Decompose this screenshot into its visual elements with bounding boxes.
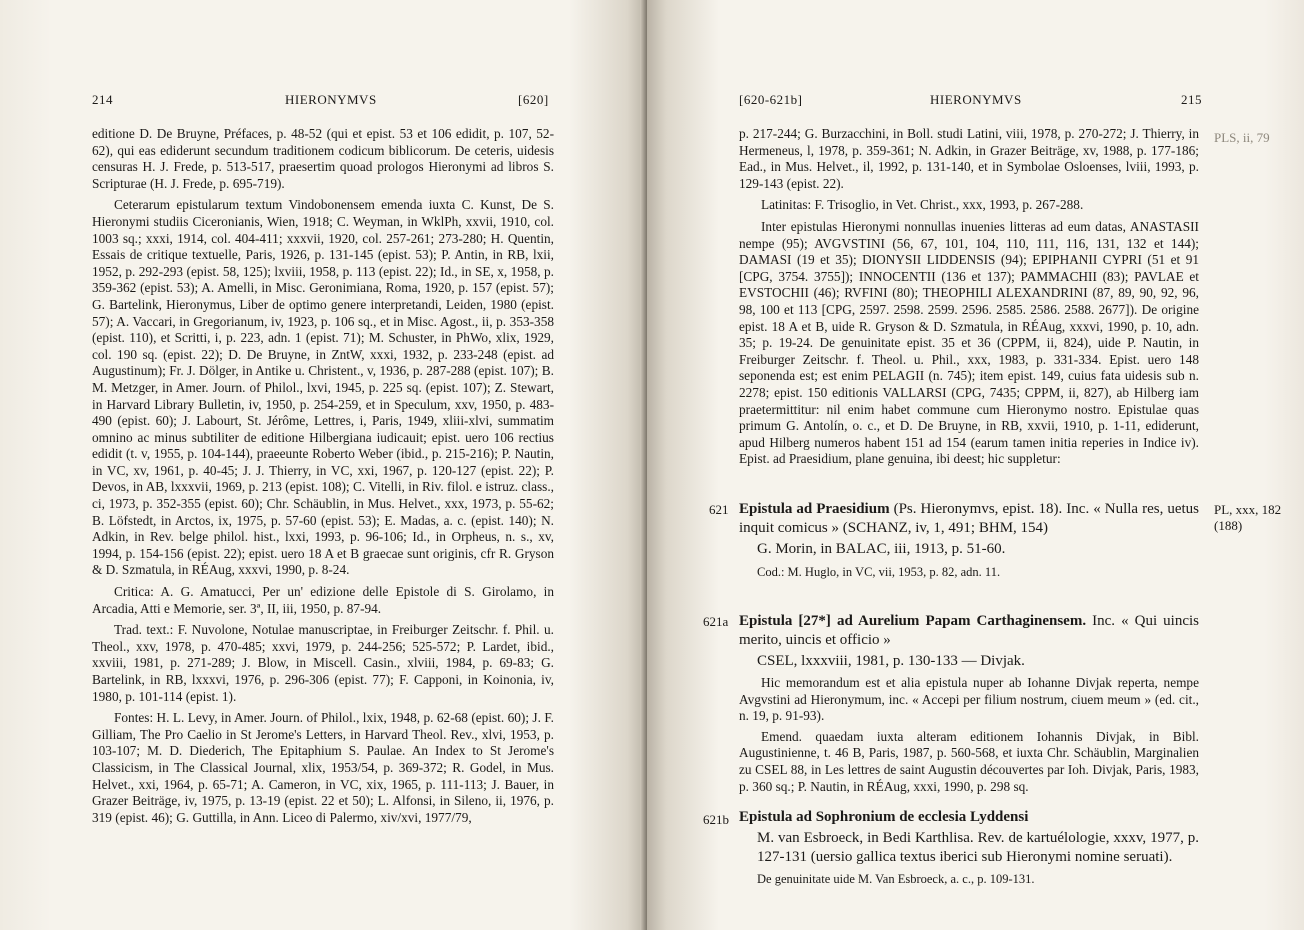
entry-621b-edition: M. van Esbroeck, in Bedi Karthlisa. Rev. de kartuélologie, xxxv, 1977, p. 127-131 (uersio gallica textus iberici sub Hieronymi nomine seruati). <box>757 830 1199 865</box>
entry-621a-emend: Emend. quaedam iuxta alteram editionem Iohannis Divjak, in Bibl. Augustinienne, t. 46 B, Paris, 1987, p. 560-568, et iuxta Chr. Schäublin, Marginalien zu CSEL 88, in Les lettres de saint Augustin découvertes par Ioh. Divjak, Paris, 1983, p. 360 sq.; P. Nautin, in RÉAug, xxxi, 1990, p. 298 sq. <box>739 728 1199 794</box>
right-margin-note: PLS, ii, 79 <box>1214 130 1270 145</box>
left-para-1: editione D. De Bruyne, Préfaces, p. 48-52 (qui et epist. 53 et 106 edidit, p. 107, 52-62), qui eas ediderunt secundum traditionem codicum biblicorum. De ceteris, uidesis censuras H. J. Frede, p. 513-517, praesertim quoad prologos Hieronymi ad libros S. Scripturae (H. J. Frede, p. 695-719). <box>92 126 554 191</box>
left-para-fontes: Fontes: H. L. Levy, in Amer. Journ. of Philol., lxix, 1948, p. 62-68 (epist. 60); J. F. Gilliam, The Pro Caelio in St Jerome's Letters, in Harvard Theol. Rev., xlvi, 1953, p. 103-107; M. D. Diederich, The Epitaphium S. Paulae. An Index to St Jerome's Classicism, in The Classical Journal, xlix, 1953/54, p. 369-372; R. Godel, in Mus. Helvet., xxi, 1964, p. 65-71; A. Cameron, in VC, xix, 1965, p. 111-113; J. Bauer, in Grazer Beiträge, iv, 1975, p. 13-19 (epist. 22 et 50); L. Alfonsi, in Sileno, ii, 1976, p. 319 (epist. 46); G. Guttilla, in Ann. Liceo di Palermo, xiv/xvi, 1977/79, <box>92 710 554 825</box>
entry-621-title: Epistula ad Praesidium <box>739 501 890 517</box>
entry-621b <box>739 808 1199 889</box>
right-body <box>739 126 1199 473</box>
entry-621b-genuinitate: De genuinitate uide M. Van Esbroeck, a. c., p. 109-131. <box>757 872 1035 886</box>
entry-621a-desc: Inc. « Qui uincis merito, uincis et officio » <box>739 613 1199 648</box>
right-para-inter: Inter epistulas Hieronymi nonnullas inuenies litteras ad eum datas, ANASTASII nempe (95); AVGVSTINI (56, 67, 101, 104, 110, 111, 116, 131, 132 et 144); DAMASI (19 et 35); DIONYSII LIDDENSIS (94); EPIPHANII CYPRI (51 et 91 [CPG, 3754. 3755]); INNOCENTII (136 et 137); PAMMACHII (83); PAVLAE et EVSTOCHII (46); RVFINI (80); THEOPHILI ALEXANDRINI (87, 89, 90, 92, 96, 98, 100 et 113 [CPG, 2597. 2598. 2599. 2596. 2585. 2586. 2588. 2677]). De origine epist. 18 A et B, uide R. Gryson & D. Szmatula, in RÉAug, xxxvi, 1990, p. 10, adn. 35; p. 19-24. De genuinitate epist. 35 et 36 (CPPM, ii, 824), uide P. Nautin, in Freiburger Zeitschr. f. Theol. u. Phil., xxx, 1983, p. 331-334. Epist. uero 148 seponenda est; est enim PELAGII (n. 745); item epist. 149, cuius fata uidesis sub n. 2278; epist. 150 editionis VALLARSI (CPG, 7435; CPPM, ii, 827), ab Hilberg iam praetermittitur: nil enim habet commune cum Hieronymo nostro. Epistulae quas primum G. Antolín, o. c., et D. De Bruyne, in RB, xxvii, 1910, p. 1-11, ediderunt, apud Hilberg numeros habent 151 ad 154 (earum tamen initia reperies in Indice iv). Epist. ad Praesidium, plane genuina, ibi deest; hic suppletur: <box>739 218 1199 467</box>
left-page-number: 214 <box>92 92 113 107</box>
left-body <box>92 126 554 831</box>
left-para-trad-text: Trad. text.: F. Nuvolone, Notulae manuscriptae, in Freiburger Zeitschr. f. Phil. u. Theol., xxv, 1978, p. 470-485; xxvi, 1979, p. 244-256; 525-572; P. Lardet, ibid., xxviii, 1981, p. 271-289; J. Blow, in Miscell. Casin., xlviii, 1984, p. 69-83; G. Bartelink, in RB, lxxxvi, 1976, p. 296-306 (epist. 77); F. Capponi, in Koinonia, iv, 1980, p. 101-114 (epist. 1). <box>92 622 554 704</box>
left-para-critica: Critica: A. G. Amatucci, Per un' edizione delle Epistole di S. Girolamo, in Arcadia, Atti e Memorie, ser. 3ª, II, iii, 1950, p. 87-94. <box>92 584 554 616</box>
left-para-2: Ceterarum epistularum textum Vindobonensem emenda iuxta C. Kunst, De S. Hieronymi studiis Ciceronianis, Wien, 1918; C. Weyman, in WklPh, xxvii, 1910, col. 1003 sq.; xxxi, 1914, col. 404-411; xxxvii, 1920, col. 257-261; 273-280; H. Quentin, Essais de critique textuelle, Paris, 1926, p. 131-145 (epist. 53); P. Antin, in RB, lxii, 1952, p. 292-293 (epist. 58, 125); lxviii, 1958, p. 113 (epist. 22); Id., in SE, x, 1958, p. 359-362 (epist. 53); A. Amelli, in Misc. Geronimiana, Roma, 1920, p. 157 (epist. 57); G. Bartelink, Hieronymus, Liber de optimo genere interpretandi, Leiden, 1980 (epist. 57); A. Vaccari, in Gregorianum, iv, 1923, p. 106 sq., et in Misc. Agost., ii, p. 353-358 (epist. 110), et Scritti, i, p. 223, adn. 1 (epist. 71); M. Schuster, in PhWo, xlix, 1929, col. 190 sq. (epist. 22); D. De Bruyne, in ZntW, xxxi, 1932, p. 233-248 (epist. ad Augustinum); Fr. J. Dölger, in Antike u. Christent., v, 1936, p. 287-288 (epist. 107); B. M. Metzger, in Amer. Journ. of Philol., lxvi, 1945, p. 225 sq. (epist. 107); Z. Stewart, in Harvard Library Bulletin, iv, 1950, p. 254-259, et in Speculum, xxv, 1950, p. 483-490 (epist. 60); J. Labourt, St. Jérôme, Lettres, i, Paris, 1949, xliii-xlvi, summatim omnino ac minus subtiliter de editione Hilbergiana iudicauit; epist. uero 106 rectius edidit (t. v, 1955, p. 104-144), praeeunte Roberto Weber (ibid., p. 215-216); P. Nautin, in VC, xv, 1961, p. 40-45; J. J. Thierry, in VC, xxi, 1967, p. 120-127 (epist. 22); P. Devos, in AB, lxxxvii, 1969, p. 213 (epist. 108); C. Vitelli, in Riv. filol. e istruz. class., ci, 1973, p. 352-355 (epist. 60); Chr. Schäublin, in Mus. Helvet., xxx, 1973, p. 55-62; B. Löfstedt, in Arctos, ix, 1975, p. 57-60 (epist. 53); E. Madas, a. c. (epist. 140); N. Adkin, in Rev. belge philol. hist., lxxi, 1993, p. 96-106; Id., in Orpheus, n. s., xv, 1994, p. 154-156 (epist. 22); epist. uero 18 A et B graecae sunt originis, cfr R. Gryson & D. Szmatula, in RÉAug, xxxvi, 1990, p. 8-24. <box>92 197 554 578</box>
entry-621-pl-ref: PL, xxx, 182 (188) <box>1214 502 1282 533</box>
entry-621b-number: 621b <box>703 812 729 827</box>
left-section-ref: [620] <box>518 92 549 107</box>
entry-621-desc: (Ps. Hieronymvs, epist. 18). Inc. « Nulla res, uetus inquit comicus » (SCHANZ, iv, 1, 491; BHM, 154) <box>739 501 1199 536</box>
entry-621a <box>739 612 1199 795</box>
entry-621a-title: Epistula [27*] ad Aurelium Papam Carthaginensem. <box>739 613 1087 629</box>
right-section-ref: [620-621b] <box>739 92 803 107</box>
left-page <box>0 0 647 930</box>
entry-621-number: 621 <box>709 502 729 517</box>
entry-621 <box>739 500 1199 582</box>
right-para-latinitas: Latinitas: F. Trisoglio, in Vet. Christ., xxx, 1993, p. 267-288. <box>761 197 1084 213</box>
right-para-1: p. 217-244; G. Burzacchini, in Boll. studi Latini, viii, 1978, p. 270-272; J. Thierry, in Hermeneus, l, 1978, p. 359-361; N. Adkin, in Grazer Beiträge, xv, 1988, p. 177-186; Ead., in Mus. Helvet., il, 1992, p. 131-140, et in Symbolae Osloenses, lviii, 1993, p. 129-143 (epist. 22). <box>739 126 1199 191</box>
entry-621-codices: Cod.: M. Huglo, in VC, vii, 1953, p. 82, adn. 11. <box>757 565 1001 579</box>
right-page <box>647 0 1304 930</box>
entry-621-edition: G. Morin, in BALAC, iii, 1913, p. 51-60. <box>757 541 1006 557</box>
entry-621a-number: 621a <box>703 614 729 629</box>
entry-621b-title: Epistula ad Sophronium de ecclesia Lyddensi <box>739 809 1029 825</box>
right-page-number: 215 <box>1181 92 1202 107</box>
right-running-header: HIERONYMVS <box>930 92 1022 107</box>
left-running-header: HIERONYMVS <box>285 92 377 107</box>
entry-621a-edition: CSEL, lxxxviii, 1981, p. 130-133 — Divjak. <box>757 653 1025 669</box>
entry-621a-note: Hic memorandum est et alia epistula nuper ab Iohanne Divjak reperta, nempe Avgvstini ad Hieronymum, inc. « Accepi per filium nostrum, ciuem meum » (ed. cit., n. 19, p. 91-93). <box>739 675 1199 724</box>
